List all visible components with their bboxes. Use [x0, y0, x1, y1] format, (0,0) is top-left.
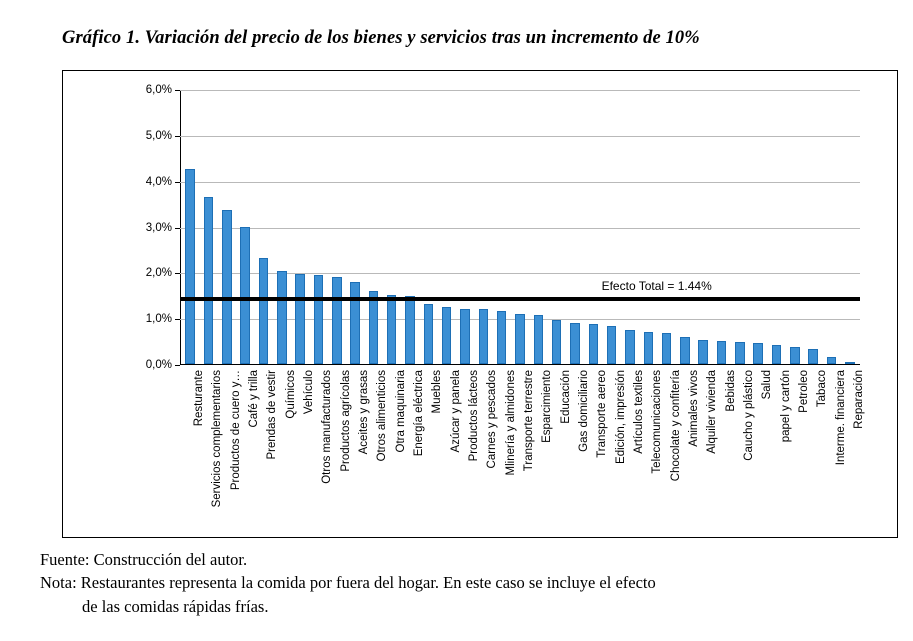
tick-mark [175, 228, 180, 229]
effect-total-line [180, 297, 860, 301]
x-axis-label: Interme. financiera [834, 370, 847, 466]
bar [497, 311, 507, 364]
x-axis-label: Otros manufacturados [321, 370, 334, 484]
note-line-2: de las comidas rápidas frías. [82, 596, 269, 616]
x-axis-label: Carnes y pescados [486, 370, 499, 469]
bar [589, 324, 599, 364]
x-axis-label: Gas domiciliario [577, 370, 590, 452]
bar [845, 362, 855, 364]
x-axis-label: Mlinería y almidones [504, 370, 517, 476]
bar [204, 197, 214, 364]
bar [753, 343, 763, 364]
plot-area [145, 84, 860, 371]
y-axis-tick-label: 6,0% [145, 84, 172, 96]
x-axis-label: Educación [559, 370, 572, 424]
bar [607, 326, 617, 364]
bar [460, 309, 470, 364]
bar [735, 342, 745, 364]
bar [680, 337, 690, 365]
x-axis-label: Salud [761, 370, 774, 400]
note-line-1: Nota: Restaurantes representa la comida por fuera del hogar. En este caso se incluye el efecto [40, 573, 656, 593]
x-axis-label: Transporte aereo [596, 370, 609, 458]
x-axis-label: Reparación [852, 370, 865, 429]
y-axis-tick-label: 1,0% [145, 313, 172, 326]
x-axis-label: Vehículo [303, 370, 316, 415]
x-axis-label: Resturante [193, 370, 206, 427]
bar [332, 277, 342, 364]
x-axis-label: Alquiler vivienda [706, 370, 719, 454]
x-axis-label: Muebles [431, 370, 444, 414]
x-axis-label: Servicios complementarios [211, 370, 224, 508]
bar [552, 320, 562, 364]
bar [350, 282, 360, 364]
bar [808, 349, 818, 364]
x-axis-label: Productos de cuero y… [229, 370, 242, 491]
x-axis-label: Artículos textiles [632, 370, 645, 454]
bar [625, 330, 635, 364]
x-axis-line [180, 364, 860, 365]
bar [314, 275, 324, 364]
tick-mark [175, 319, 180, 320]
x-axis-label: Energía eléctrica [413, 370, 426, 457]
bar [534, 315, 544, 364]
y-axis-tick-label: 2,0% [145, 267, 172, 280]
bar [424, 304, 434, 364]
x-axis-label: Edición, impresión [614, 370, 627, 464]
bar [570, 323, 580, 364]
bar [662, 333, 672, 364]
tick-mark [175, 273, 180, 274]
tick-mark [175, 182, 180, 183]
bar [515, 314, 525, 364]
bar [277, 271, 287, 364]
bar [295, 274, 305, 364]
x-axis-label: Azúcar y panela [449, 370, 462, 453]
x-axis-label: Productos lácteos [468, 370, 481, 462]
x-axis-label: Telecomunicaciones [651, 370, 664, 474]
bar [185, 169, 195, 364]
chart-frame [62, 70, 898, 538]
figure-notes [40, 548, 890, 618]
x-axis-label: Otra maquinaria [394, 370, 407, 453]
bar [479, 309, 489, 364]
bar [222, 210, 232, 364]
y-axis-tick-label: 5,0% [145, 129, 172, 142]
bar [369, 291, 379, 364]
x-axis-label: Animales vivos [687, 370, 700, 447]
bar-series [181, 90, 860, 364]
figure-title: Gráfico 1. Variación del precio de los bienes y servicios tras un incremento de 10% [62, 28, 700, 48]
x-axis-label: Químicos [284, 370, 297, 419]
y-axis-tick-label: 3,0% [145, 221, 172, 234]
x-axis-label: Caucho y plástico [742, 370, 755, 461]
effect-total-label: Efecto Total = 1.44% [601, 279, 712, 293]
bar [442, 307, 452, 364]
x-axis-label: Otros alimenticios [376, 370, 389, 462]
x-axis-label: Prendas de vestir [266, 370, 279, 460]
x-axis-label: Aceites y grasas [358, 370, 371, 455]
x-axis-label: Bebidas [724, 370, 737, 412]
bar [827, 357, 837, 364]
tick-mark [175, 365, 180, 366]
x-axis-label: papel y cartón [779, 370, 792, 443]
bar [717, 341, 727, 364]
bar [790, 347, 800, 364]
bar [387, 295, 397, 364]
x-axis-label: Esparcimiento [541, 370, 554, 443]
tick-mark [175, 136, 180, 137]
y-axis-tick-label: 4,0% [145, 175, 172, 188]
bar [772, 345, 782, 364]
x-axis-label: Transporte terrestre [523, 370, 535, 472]
bar [698, 340, 708, 364]
x-axis-label: Petroleo [797, 370, 810, 413]
bar [259, 258, 269, 364]
x-axis-label: Café y trilla [248, 370, 261, 428]
bar [405, 296, 415, 364]
y-axis-tick-label: 0,0% [145, 359, 172, 371]
bar [240, 227, 250, 365]
x-axis-label: Chocolate y confitería [669, 370, 682, 482]
source-line: Fuente: Construcción del autor. [40, 550, 248, 569]
x-axis-labels [181, 366, 865, 536]
bar [644, 332, 654, 364]
tick-mark [175, 90, 180, 91]
x-axis-label: Productos agrícolas [339, 370, 352, 472]
x-axis-label: Tabaco [816, 370, 829, 408]
